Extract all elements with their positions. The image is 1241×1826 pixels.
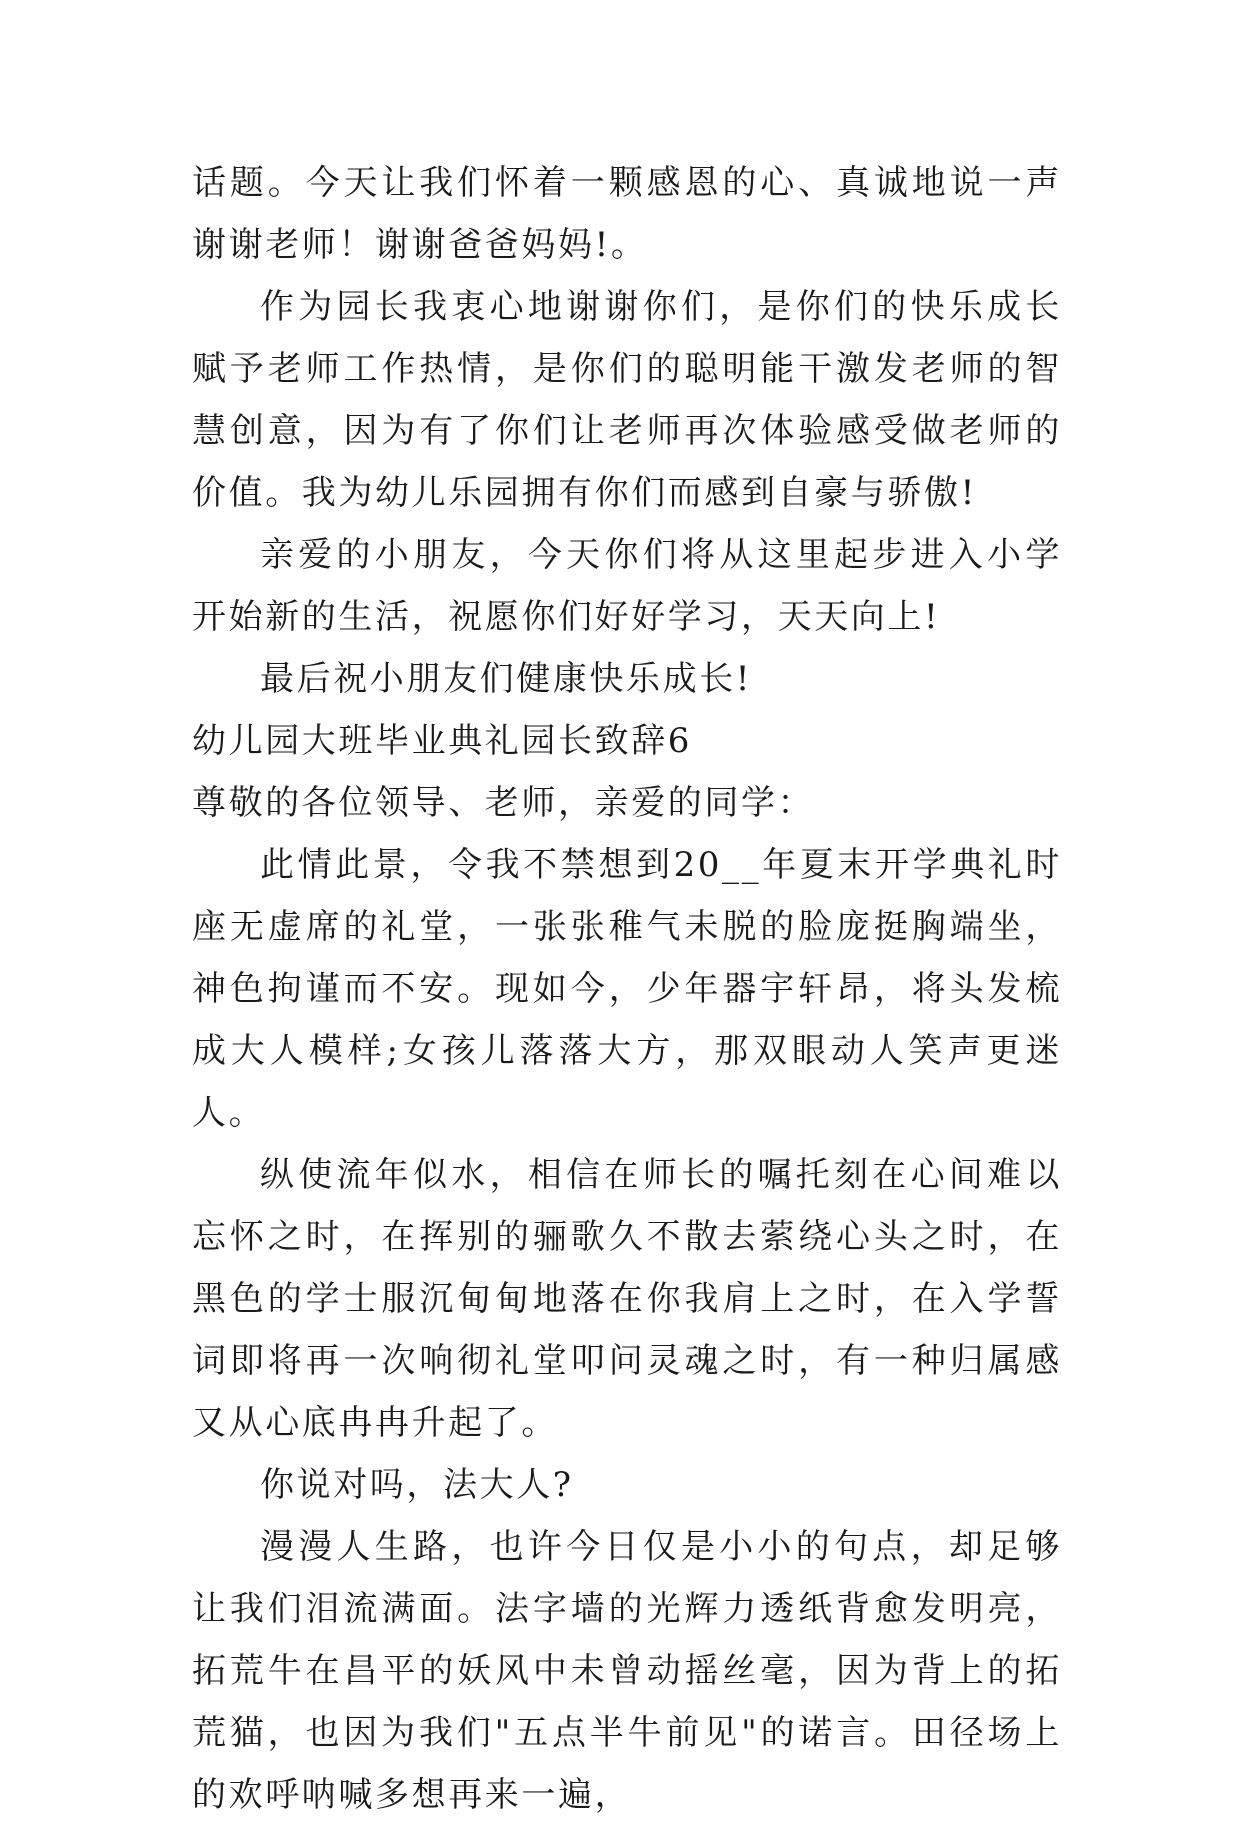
paragraph-10: 漫漫人生路，也许今日仅是小小的句点，却足够让我们泪流满面。法字墙的光辉力透纸背愈发明亮，拓荒牛在昌平的妖风中未曾动摇丝毫，因为背上的拓荒猫，也因为我们"五点半牛前见"的诺言。田径场上的欢呼呐喊多想再来一遍， bbox=[192, 1527, 1062, 1815]
paragraph-7: 此情此景，令我不禁想到20__年夏末开学典礼时座无虚席的礼堂，一张张稚气未脱的脸庞挺胸端坐，神色拘谨而不安。现如今，少年器宇轩昂，将头发梳成大人模样;女孩儿落落大方，那双眼动人笑声更迷人。 bbox=[192, 845, 1062, 1133]
salutation: 尊敬的各位领导、老师，亲爱的同学： bbox=[192, 783, 815, 823]
paragraph-2: 作为园长我衷心地谢谢你们，是你们的快乐成长赋予老师工作热情，是你们的聪明能干激发老师的智慧创意，因为有了你们让老师再次体验感受做老师的价值。我为幼儿乐园拥有你们而感到自豪与骄傲! bbox=[192, 287, 1062, 513]
paragraph-1: 话题。今天让我们怀着一颗感恩的心、真诚地说一声谢谢老师！谢谢爸爸妈妈!。 bbox=[192, 163, 1062, 265]
section-heading: 幼儿园大班毕业典礼园长致辞6 bbox=[192, 721, 693, 761]
paragraph-8: 纵使流年似水，相信在师长的嘱托刻在心间难以忘怀之时，在挥别的骊歌久不散去萦绕心头之时，在黑色的学士服沉甸甸地落在你我肩上之时，在入学誓词即将再一次响彻礼堂叩问灵魂之时，有一种归属感又从心底冉冉升起了。 bbox=[192, 1155, 1062, 1443]
document-body bbox=[192, 152, 1062, 1826]
paragraph-3: 亲爱的小朋友，今天你们将从这里起步进入小学开始新的生活，祝愿你们好好学习，天天向上! bbox=[192, 535, 1062, 637]
paragraph-9: 你说对吗，法大人? bbox=[260, 1465, 574, 1505]
paragraph-4: 最后祝小朋友们健康快乐成长! bbox=[260, 659, 753, 699]
